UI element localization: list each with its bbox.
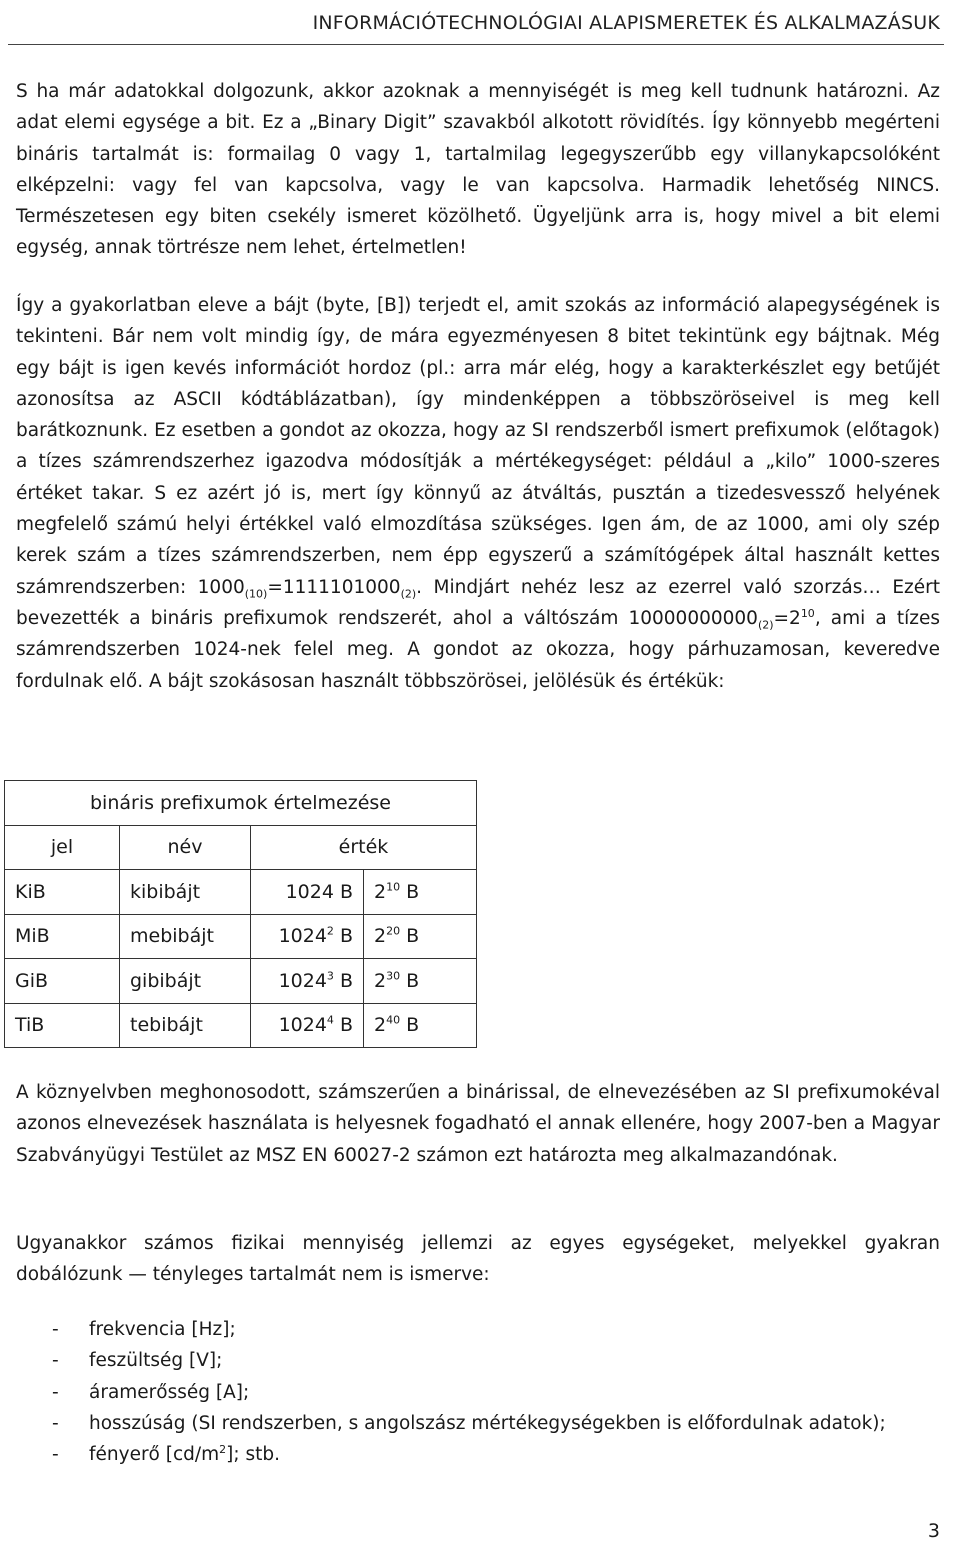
cell-binary-value: $2^{40}$ B (364, 1003, 477, 1048)
paragraph-bit-definition: S ha már adatokkal dolgozunk, akkor azoknak a mennyiségét is meg kell tudnunk határozni. Az adat elemi egysége a bit. Ez a „Binary Digit” szavakból alkotott rövidítés. Így könnyebb megérteni bináris tartalmát is: formailag 0 vagy 1, tartalmilag legegyszerűbb egy villanykapcsolóként elképzelni: vagy fel van kapcsolva, vagy le van kapcsolva. Harmadik lehetőség NINCS. Természetesen egy biten csekély ismeret közölhető. Ügyeljünk arra is, hogy mivel a bit elemi egység, annak törtrésze nem lehet, értelmetlen! (16, 81, 940, 259)
table-caption: bináris prefixumok értelmezése (5, 781, 477, 826)
cell-symbol: KiB (5, 870, 120, 915)
table-header-row (5, 825, 477, 870)
subscript: (10) (244, 587, 268, 601)
physical-units-list (52, 1314, 940, 1470)
list-item: - frekvencia [Hz]; (52, 1314, 940, 1345)
paragraph-physical-units-intro: Ugyanakkor számos fizikai mennyiség jellemzi az egyes egységeket, melyekkel gyakran dobálózunk — tényleges tartalmát nem is ismerve: (16, 1233, 940, 1286)
subscript: (2) (757, 618, 774, 632)
table-row (5, 1003, 477, 1048)
paragraph-standard-note: A köznyelvben meghonosodott, számszerűen a binárissal, de elnevezésében az SI prefixumokéval azonos elnevezések használata is helyesnek fogadható el annak ellenére, hogy 2007-ben a Magyar Szabványügyi Testület az MSZ EN 60027-2 számon ezt határozta meg alkalmazandónak. (16, 1082, 940, 1166)
table-row (5, 914, 477, 959)
cell-name: kibibájt (120, 870, 251, 915)
list-item: - áramerősség [A]; (52, 1377, 940, 1408)
page-number: 3 (927, 1520, 940, 1542)
cell-name: gibibájt (120, 959, 251, 1004)
table-row (5, 959, 477, 1004)
paragraph-text: =2 (773, 607, 801, 629)
cell-symbol: TiB (5, 1003, 120, 1048)
subscript: (2) (400, 587, 417, 601)
cell-decimal-value: 1024$^3$ B (251, 959, 364, 1004)
cell-decimal-value: 1024 B (251, 870, 364, 915)
cell-symbol: GiB (5, 959, 120, 1004)
binary-prefix-table (4, 780, 477, 1048)
list-item: - fényerő $[cd/m^2]$; stb. (52, 1439, 940, 1470)
list-item: - hosszúság (SI rendszerben, s angolszász mértékegységekben is előfordulnak adatok); (52, 1408, 940, 1439)
cell-binary-value: $2^{10}$ B (364, 870, 477, 915)
paragraph-text: . Mindjárt nehéz lesz az ezerrel való szorzás… Ezért bevezették a bináris prefixumok rendszerét, ahol a váltószám 10000000000 (16, 576, 940, 629)
header-divider (8, 44, 944, 45)
cell-symbol: MiB (5, 914, 120, 959)
table-row (5, 870, 477, 915)
paragraph-text: =1111101000 (267, 576, 401, 598)
superscript: 10 (800, 606, 815, 620)
list-dash: - (52, 1350, 59, 1372)
header-value: érték (251, 825, 477, 870)
list-item: - feszültség [V]; (52, 1345, 940, 1376)
cell-binary-value: $2^{30}$ B (364, 959, 477, 1004)
cell-name: mebibájt (120, 914, 251, 959)
list-dash: - (52, 1381, 59, 1403)
paragraph-text: , ami a tízes számrendszerben 1024-nek felel meg. A gondot az okozza, hogy párhuzamosan, keveredve fordulnak elő. A bájt szokásosan használt többszörösei, jelölésük és értékük: (16, 607, 940, 692)
list-dash: - (52, 1412, 59, 1434)
cell-decimal-value: 1024$^4$ B (251, 1003, 364, 1048)
cell-decimal-value: 1024$^2$ B (251, 914, 364, 959)
paragraph-byte-prefixes (16, 290, 940, 697)
cell-binary-value: $2^{20}$ B (364, 914, 477, 959)
header-symbol: jel (5, 825, 120, 870)
list-dash: - (52, 1319, 59, 1340)
running-header: INFORMÁCIÓTECHNOLÓGIAI ALAPISMERETEK ÉS ALKALMAZÁSUK (312, 12, 940, 34)
table-caption-row (5, 781, 477, 826)
header-name: név (120, 825, 251, 870)
cell-name: tebibájt (120, 1003, 251, 1048)
list-dash: - (52, 1444, 59, 1466)
paragraph-text: Így a gyakorlatban eleve a bájt (byte, [B]) terjedt el, amit szokás az információ alapegységének is tekinteni. Bár nem volt mindig így, de mára egyezményesen 8 bitet tekintünk egy bájtnak. Még egy bájt is igen kevés információt hordoz (pl.: arra már elég, hogy a karakterkészlet egy betűjét azonosítsa az ASCII kódtáblázatban), így mindenképpen a többszöröseivel is meg kell barátkoznunk. Ez esetben a gondot az okozza, hogy az SI rendszerből ismert prefixumok (előtagok) a tízes számrendszerhez igazodva módosítják a mértékegységet: például a „kilo” 1000-szeres értéket takar. S ez azért jó is, mert így könnyű az átváltás, pusztán a tizedesvessző helyének megfelelő számú helyi értékkel való elmozdítása szükséges. Igen ám, de az 1000, ami oly szép kerek szám a tízes számrendszerben, nem épp egyszerű a számítógépek által használt kettes számrendszerben: 1000 (16, 295, 940, 598)
